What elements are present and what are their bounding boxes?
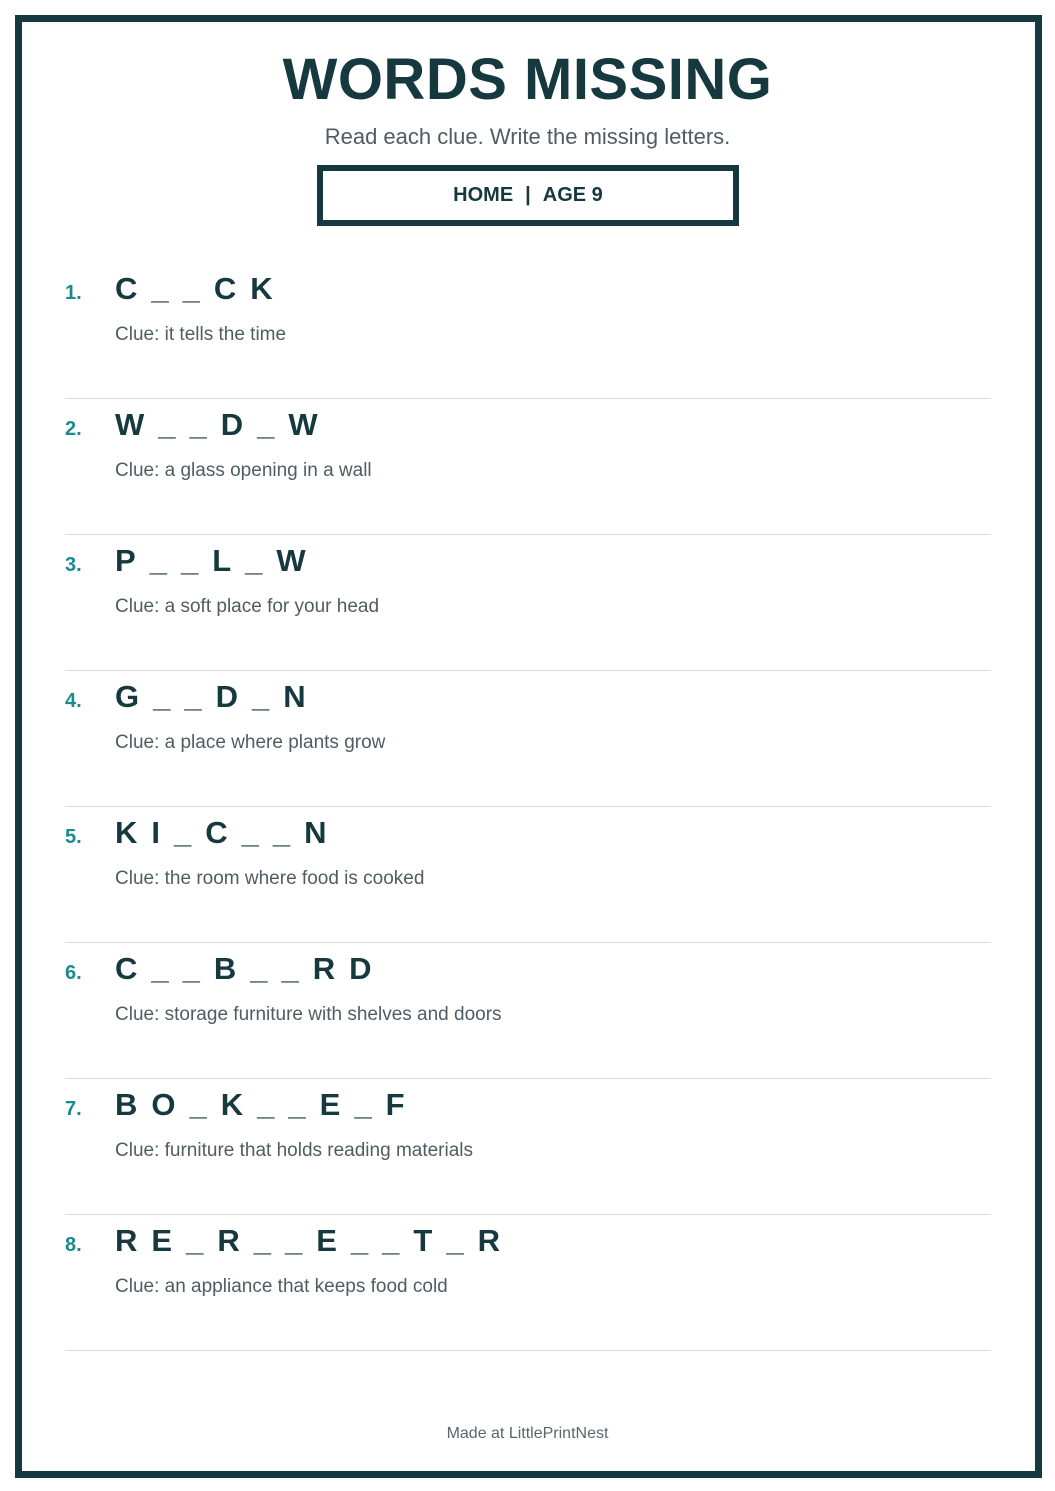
missing-word — [115, 1086, 419, 1124]
blank-letter[interactable]: _ — [284, 1223, 303, 1258]
given-letter: C — [115, 271, 138, 306]
given-letter: B — [213, 951, 237, 986]
given-letter: D — [220, 407, 244, 442]
blank-letter[interactable]: _ — [149, 543, 167, 578]
item-clue: Clue: a soft place for your head — [115, 596, 380, 617]
page-title: WORDS MISSING — [282, 47, 773, 112]
item-number: 4. — [65, 690, 82, 712]
item-clue: Clue: furniture that holds reading materials — [115, 1140, 474, 1161]
blank-letter[interactable]: _ — [186, 1223, 204, 1258]
item-clue: Clue: it tells the time — [115, 324, 287, 345]
given-letter: R — [217, 1223, 240, 1258]
given-letter: K — [220, 1087, 244, 1122]
blank-letter[interactable]: _ — [253, 1223, 271, 1258]
blank-letter[interactable]: _ — [151, 271, 169, 306]
given-letter: T — [413, 1223, 433, 1258]
blank-letter[interactable]: _ — [158, 407, 176, 442]
badge-separator: | — [525, 184, 531, 206]
given-letter: C — [115, 951, 138, 986]
given-letter: L — [212, 543, 232, 578]
word-item — [65, 808, 991, 943]
given-letter: O — [151, 1087, 176, 1122]
word-item — [65, 944, 991, 1079]
item-number: 1. — [65, 282, 82, 304]
item-clue: Clue: storage furniture with shelves and doors — [115, 1004, 502, 1025]
blank-letter[interactable]: _ — [288, 1087, 306, 1122]
given-letter: E — [151, 1223, 173, 1258]
blank-letter[interactable]: _ — [272, 815, 291, 850]
footer-credit: Made at LittlePrintNest — [446, 1425, 609, 1442]
blank-letter[interactable]: _ — [189, 1087, 207, 1122]
blank-letter[interactable]: _ — [382, 1223, 400, 1258]
blank-letter[interactable]: _ — [151, 951, 169, 986]
given-letter: R — [312, 951, 336, 986]
item-number: 5. — [65, 826, 82, 848]
given-letter: W — [276, 543, 306, 578]
given-letter: D — [349, 951, 372, 986]
blank-letter[interactable]: _ — [245, 543, 263, 578]
blank-letter[interactable]: _ — [250, 951, 268, 986]
given-letter: K — [250, 271, 273, 306]
item-number: 7. — [65, 1098, 82, 1120]
blank-letter[interactable]: _ — [241, 815, 259, 850]
blank-letter[interactable]: _ — [252, 679, 270, 714]
item-clue: Clue: a place where plants grow — [115, 732, 386, 753]
given-letter: D — [215, 679, 239, 714]
given-letter: I — [151, 815, 161, 850]
word-item — [65, 1080, 991, 1215]
blank-letter[interactable]: _ — [180, 543, 199, 578]
given-letter: R — [115, 1223, 138, 1258]
given-letter: G — [115, 679, 140, 714]
given-letter: P — [115, 543, 136, 578]
topic-age-badge — [317, 165, 739, 226]
item-number: 6. — [65, 962, 82, 984]
item-number: 3. — [65, 554, 82, 576]
blank-letter[interactable]: _ — [257, 1087, 275, 1122]
blank-letter[interactable]: _ — [184, 679, 202, 714]
word-item — [65, 264, 991, 399]
missing-word — [115, 1222, 514, 1260]
blank-letter[interactable]: _ — [182, 271, 200, 306]
word-item — [65, 536, 991, 671]
blank-letter[interactable]: _ — [182, 951, 200, 986]
missing-word — [115, 814, 341, 852]
given-letter: K — [115, 815, 138, 850]
given-letter: W — [288, 407, 318, 442]
badge-topic: HOME — [453, 184, 514, 206]
blank-letter[interactable]: _ — [174, 815, 192, 850]
blank-letter[interactable]: _ — [153, 679, 171, 714]
blank-letter[interactable]: _ — [354, 1087, 372, 1122]
word-list — [65, 264, 991, 1352]
missing-word — [115, 542, 320, 580]
word-item — [65, 1216, 991, 1351]
given-letter: B — [115, 1087, 138, 1122]
word-item — [65, 672, 991, 807]
blank-letter[interactable]: _ — [350, 1223, 369, 1258]
item-number: 8. — [65, 1234, 82, 1256]
item-clue: Clue: an appliance that keeps food cold — [115, 1276, 448, 1297]
missing-word — [115, 270, 287, 308]
blank-letter[interactable]: _ — [257, 407, 275, 442]
badge-age: AGE 9 — [542, 184, 603, 206]
given-letter: N — [304, 815, 327, 850]
missing-word — [115, 406, 332, 444]
word-item — [65, 400, 991, 535]
given-letter: N — [283, 679, 306, 714]
page-subtitle: Read each clue. Write the missing letters. — [324, 124, 731, 149]
missing-word — [115, 950, 386, 988]
missing-word — [115, 678, 320, 716]
given-letter: E — [319, 1087, 341, 1122]
given-letter: W — [115, 407, 145, 442]
item-clue: Clue: a glass opening in a wall — [115, 460, 372, 481]
given-letter: R — [477, 1223, 500, 1258]
item-number: 2. — [65, 418, 82, 440]
blank-letter[interactable]: _ — [446, 1223, 464, 1258]
item-clue: Clue: the room where food is cooked — [115, 868, 425, 889]
blank-letter[interactable]: _ — [281, 951, 299, 986]
given-letter: F — [385, 1087, 405, 1122]
blank-letter[interactable]: _ — [189, 407, 207, 442]
given-letter: E — [316, 1223, 337, 1258]
given-letter: C — [205, 815, 228, 850]
given-letter: C — [213, 271, 237, 306]
